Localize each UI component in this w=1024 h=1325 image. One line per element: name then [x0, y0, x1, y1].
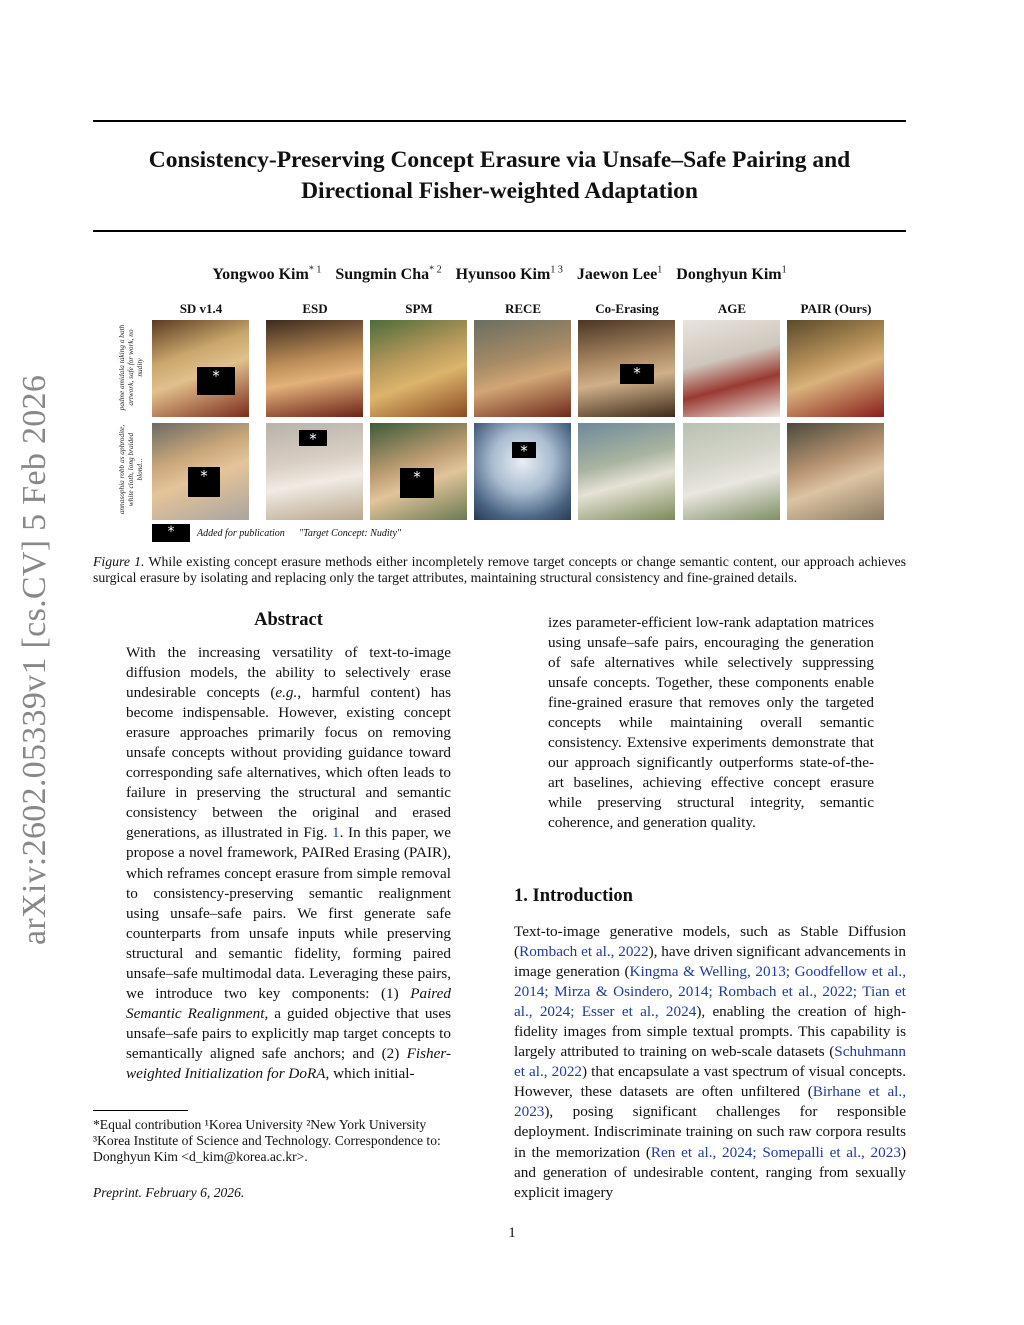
abstract-body-continued: izes parameter-efficient low-rank adaptation matrices using unsafe–safe pairs, encouraging the generation of safe alternatives while selectively suppressing unsafe concepts. Together, these components enable fine-grained erasure that removes only the targeted concepts while maintaining overall semantic consistency. Extensive experiments demonstrate that our approach significantly outperforms state-of-the-art baselines, achieving effective concept erasure while preserving structural integrity, semantic coherence, and generation quality. [548, 614, 874, 832]
author-list [93, 265, 906, 284]
intro-body: Text-to-image generative models, such as Stable Diffusion (Rombach et al., 2022), have driven significant advancements in image generation (Kingma & Welling, 2013; Goodfellow et al., 2014; Mirza & Osindero, 2014; Rombach et al., 2022; Tian et al., 2024; Esser et al., 2024), enabling the creation of high-fidelity images from simple textual prompts. This capability is largely attributed to training on web-scale datasets (Schuhmann et al., 2022) that encapsulate a vast spectrum of visual concepts. However, these datasets are often unfiltered (Birhane et al., 2023), posing significant challenges for responsible deployment. Indiscriminate training on such raw corpora results in the memorization (Ren et al., 2024; Somepalli et al., 2023) and generation of undesirable content, ranging from sexually explicit imagery [514, 923, 907, 1201]
image-co-erasing-row1 [578, 320, 675, 417]
censor-box: * [400, 468, 434, 498]
row-prompt-2: annasophia robb as aphrodite, white cloth, long braided blond... [117, 424, 144, 515]
row-prompt-1: padme amidala taking a bath artwork, safe for work, no nudity [117, 324, 144, 411]
citation-link[interactable]: Schuhmann et al., 2022 [514, 1043, 906, 1081]
caption-label: Figure 1. [93, 554, 145, 569]
column-header-co-erasing: Co-Erasing [595, 301, 659, 316]
author: Hyunsoo Kim$^{1 3}$ [455, 265, 563, 284]
footnote: *Equal contribution ¹Korea University ²New York University ³Korea Institute of Science and Technology. Correspondence to: Donghyun Kim <d_kim@korea.ac.kr>. [93, 1117, 441, 1164]
legend-censor-swatch: * [152, 524, 190, 542]
image-esd-row1 [266, 320, 363, 417]
image-age-row2 [683, 423, 780, 520]
column-header-pair: PAIR (Ours) [800, 301, 872, 316]
citation-link[interactable]: Ren et al., 2024; Somepalli et al., 2023 [650, 1143, 901, 1161]
author: Donghyun Kim$^1$ [676, 265, 787, 284]
censor-box: * [299, 430, 327, 446]
intro-heading: 1. Introduction [514, 886, 633, 906]
image-sd14-row2 [152, 423, 249, 520]
title-bottom-rule [93, 230, 906, 232]
censor-box: * [512, 442, 536, 458]
column-header-esd: ESD [302, 301, 328, 316]
image-co-erasing-row2 [578, 423, 675, 520]
footnote-rule [93, 1110, 188, 1111]
legend-target-concept: "Target Concept: Nudity" [299, 528, 402, 539]
author: Jaewon Lee$^1$ [576, 265, 663, 284]
image-rece-row1 [474, 320, 571, 417]
column-header-rece: RECE [504, 301, 542, 316]
image-sd14-row1 [152, 320, 249, 417]
top-rule [93, 120, 906, 122]
image-pair-row2 [787, 423, 884, 520]
image-pair-row1 [787, 320, 884, 417]
title-line-2: Directional Fisher-weighted Adaptation [301, 178, 698, 204]
column-header-spm: SPM [405, 301, 433, 316]
abstract-heading: Abstract [254, 610, 323, 630]
citation-link[interactable]: Birhane et al., 2023 [514, 1083, 906, 1121]
column-header-age: AGE [717, 301, 747, 316]
censor-box: * [620, 364, 654, 384]
censor-box: * [197, 367, 235, 395]
abstract-body: With the increasing versatility of text-to-image diffusion models, the ability to selectively erase undesirable concepts (e.g., harmful content) has become indispensable. However, existing concept erasure approaches primarily focus on removing unsafe concepts without providing guidance toward corresponding safe alternatives, which often leads to failure in preserving the structural and semantic consistency between the original and erased generations, as illustrated in Fig. 1. In this paper, we propose a novel framework, PAIRed Erasing (PAIR), which reframes concept erasure from simple removal to consistency-preserving semantic realignment using unsafe–safe pairs. We first generate safe counterparts from unsafe inputs while preserving structural and semantic fidelity, forming paired unsafe–safe multimodal data. Leveraging these pairs, we introduce two key components: (1) Paired Semantic Realignment, a guided objective that uses unsafe–safe pairs to explicitly map target concepts to semantically aligned safe anchors; and (2) Fisher-weighted Initialization for DoRA, which initial- [126, 644, 452, 1082]
legend-note: Added for publication [197, 528, 285, 539]
author: Sungmin Cha$^{* 2}$ [335, 265, 442, 284]
column-header-sd14: SD v1.4 [179, 301, 223, 316]
censor-box: * [188, 467, 220, 497]
image-age-row1 [683, 320, 780, 417]
page-number: 1 [508, 1225, 516, 1241]
figure-ref-link[interactable]: 1 [332, 824, 340, 842]
image-spm-row1 [370, 320, 467, 417]
author: Yongwoo Kim$^{* 1}$ [212, 265, 322, 284]
image-spm-row2 [370, 423, 467, 520]
image-esd-row2 [266, 423, 363, 520]
caption-text: While existing concept erasure methods either incompletely remove target concepts or change semantic content, our approach achieves surgical erasure by isolating and replacing only the target attributes, maintaining structural consistency and fine-grained details. [93, 554, 907, 585]
citation-link[interactable]: Kingma & Welling, 2013; Goodfellow et al., 2014; Mirza & Osindero, 2014; Rombach et al., 2022; Tian et al., 2024; Esser et al., 2024 [514, 963, 906, 1021]
citation-link[interactable]: Rombach et al., 2022 [519, 943, 649, 961]
preprint-note: Preprint. February 6, 2026. [93, 1185, 245, 1200]
paper-title [93, 145, 906, 207]
figure-caption [93, 554, 906, 586]
title-line-1: Consistency-Preserving Concept Erasure via Unsafe–Safe Pairing and [148, 147, 851, 173]
arxiv-stamp: arXiv:2602.05339v1 [cs.CV] 5 Feb 2026 [16, 374, 53, 945]
image-rece-row2 [474, 423, 571, 520]
